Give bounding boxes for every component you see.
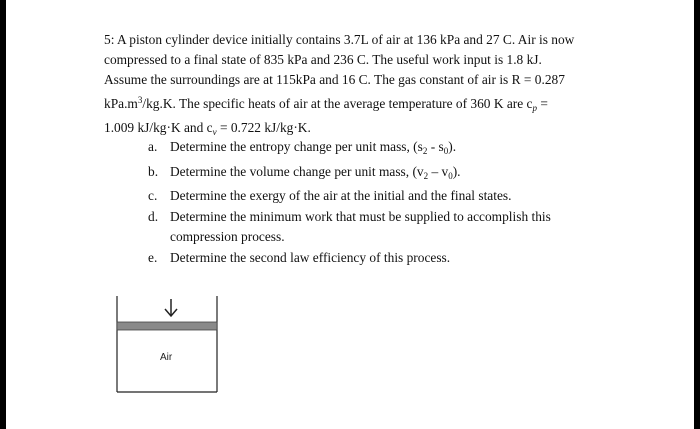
problem-line-4: $kPa.m^3/kg.K$. The specific heats of air at the average temperature of 360 K are $c_p$ = [104,95,548,113]
air-label: Air [160,352,173,363]
part-b: b. Determine the volume change per unit mass, $(v_2 - v_0)$. [148,163,461,181]
part-e: e. Determine the second law efficiency of this process. [148,249,451,265]
problem-line-2: compressed to a final state of 835 kPa and 236 C. The useful work input is 1.8 kJ. [104,52,542,67]
problem-line-1: 5: A piston cylinder device initially contains 3.7L of air at 136 kPa and 27 C. Air is now [104,32,575,47]
problem-line-5: 1.009 kJ/kg·K and $c_v = 0.722$ kJ/kg·K. [104,120,311,137]
piston [117,322,217,330]
part-c: c. Determine the exergy of the air at the initial and the final states. [148,188,512,203]
problem-line-3: Assume the surroundings are at 115kPa and 16 C. The gas constant of air is R = 0.287 [104,72,565,87]
part-d: d. Determine the minimum work that must be supplied to accomplish this compression process. [148,208,551,244]
part-a: a. Determine the entropy change per unit mass, $(s_2 - s_0)$. [148,139,457,156]
